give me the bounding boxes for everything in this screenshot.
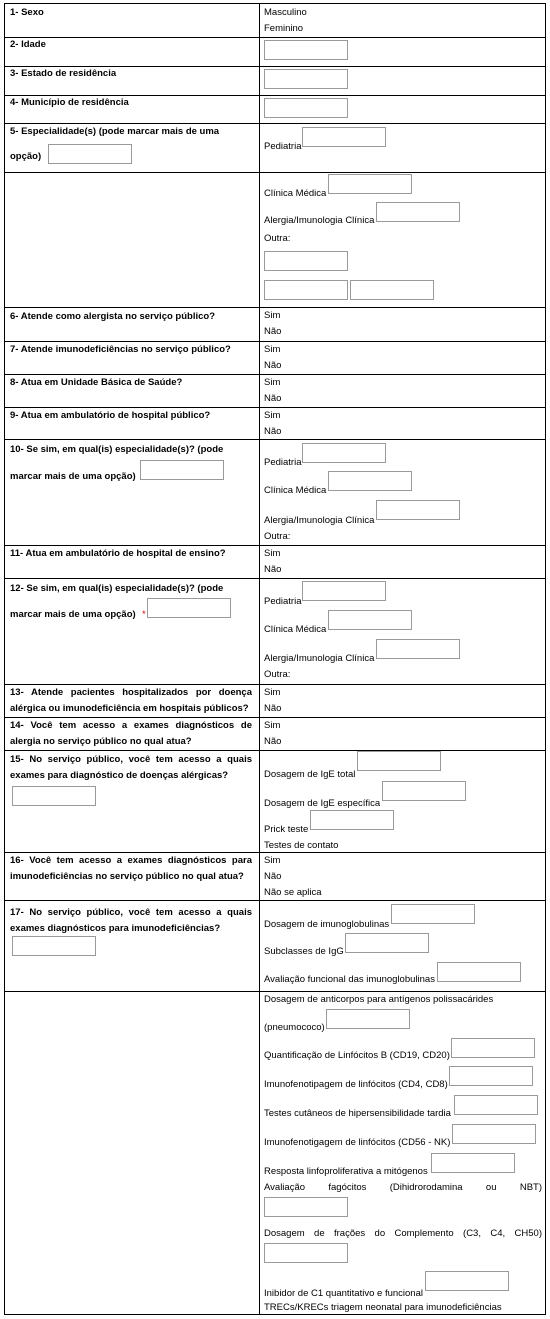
q8-option-nao[interactable]: Não (264, 393, 282, 404)
q8-option-sim[interactable]: Sim (264, 377, 281, 388)
q12-pediatria-input[interactable] (302, 581, 386, 601)
q12-option-outra[interactable]: Outra: (264, 669, 291, 680)
q5-clinica-input[interactable] (328, 174, 412, 194)
q5-extra-input-1[interactable] (264, 280, 348, 300)
q1-option-feminino[interactable]: Feminino (264, 23, 304, 34)
q2-label: 2- Idade (10, 39, 46, 50)
q10-alergia-input[interactable] (376, 500, 460, 520)
q16-label: 16- Você tem acesso a exames diagnósticos para imunodeficiências no serviço público no qual atua? (10, 855, 252, 882)
q6-label: 6- Atende como alergista no serviço público? (10, 311, 215, 322)
survey-table (4, 3, 546, 1315)
q17-option-trecs-krecs[interactable]: TRECs/KRECs triagem neonatal para imunodeficiências (264, 1302, 502, 1313)
q5-outra-input[interactable] (264, 251, 348, 271)
q15-ige-especifica-input[interactable] (382, 781, 466, 801)
q17-subclasses-input[interactable] (345, 933, 429, 953)
q17-option-fagocitos[interactable]: Avaliação fagócitos (Dihidrorodamina ou NBT) (264, 1182, 542, 1193)
q10-option-clinica-medica[interactable]: Clínica Médica (264, 485, 327, 496)
q5-label-line2: opção) (10, 151, 42, 162)
q17-option-avaliacao-funcional[interactable]: Avaliação funcional das imunoglobulinas (264, 974, 435, 985)
q11-option-nao[interactable]: Não (264, 564, 282, 575)
q17-testes-cutaneos-input[interactable] (454, 1095, 538, 1115)
q5-option-clinica-medica[interactable]: Clínica Médica (264, 188, 327, 199)
q5-option-pediatria[interactable]: Pediatria (264, 141, 302, 152)
q5-label-line1: 5- Especialidade(s) (pode marcar mais de uma (10, 126, 220, 137)
q15-option-ige-total[interactable]: Dosagem de IgE total (264, 769, 356, 780)
q10-specialty-input[interactable] (140, 460, 224, 480)
q5-option-alergia[interactable]: Alergia/Imunologia Clínica (264, 215, 375, 226)
q5-option-outra[interactable]: Outra: (264, 233, 291, 244)
q12-option-alergia[interactable]: Alergia/Imunologia Clínica (264, 653, 375, 664)
q12-alergia-input[interactable] (376, 639, 460, 659)
q17-cd4-cd8-input[interactable] (449, 1066, 533, 1086)
q16-option-sim[interactable]: Sim (264, 855, 281, 866)
q17-option-linfoproliferativa[interactable]: Resposta linfoproliferativa a mitógenos (264, 1166, 428, 1177)
q17-option-pneumococo: (pneumococo) (264, 1022, 325, 1033)
q3-label: 3- Estado de residência (10, 68, 117, 79)
q16-option-nao-se-aplica[interactable]: Não se aplica (264, 887, 322, 898)
q9-option-sim[interactable]: Sim (264, 410, 281, 421)
q10-label-line1: 10- Se sim, em qual(is) especialidade(s)? (pode (10, 444, 224, 455)
q11-label: 11- Atua em ambulatório de hospital de ensino? (10, 548, 226, 559)
q17-imunoglobulinas-input[interactable] (391, 904, 475, 924)
row-divider (5, 900, 545, 901)
q1-option-masculino[interactable]: Masculino (264, 7, 307, 18)
q15-option-prick[interactable]: Prick teste (264, 824, 309, 835)
q10-option-pediatria[interactable]: Pediatria (264, 457, 302, 468)
row-divider (5, 578, 545, 579)
column-divider (259, 4, 260, 1314)
q10-option-alergia[interactable]: Alergia/Imunologia Clínica (264, 515, 375, 526)
q12-option-pediatria[interactable]: Pediatria (264, 596, 302, 607)
q14-option-sim[interactable]: Sim (264, 720, 281, 731)
q17-input[interactable] (12, 936, 96, 956)
q17-inibidor-c1-input[interactable] (425, 1271, 509, 1291)
q5-specialty-input[interactable] (48, 144, 132, 164)
q12-option-clinica-medica[interactable]: Clínica Médica (264, 624, 327, 635)
q10-pediatria-input[interactable] (302, 443, 386, 463)
row-divider (5, 439, 545, 440)
q17-option-linfocitos-b[interactable]: Quantificação de Linfócitos B (CD19, CD20) (264, 1050, 450, 1061)
q14-option-nao[interactable]: Não (264, 736, 282, 747)
q5-extra-input-2[interactable] (350, 280, 434, 300)
q4-label: 4- Município de residência (10, 97, 129, 108)
state-input[interactable] (264, 69, 348, 89)
q17-fagocitos-input[interactable] (264, 1197, 348, 1217)
q17-option-complemento[interactable]: Dosagem de frações do Complemento (C3, C4, CH50) (264, 1228, 542, 1239)
q1-label: 1- Sexo (10, 7, 44, 18)
q12-specialty-input[interactable] (147, 598, 231, 618)
q10-option-outra[interactable]: Outra: (264, 531, 291, 542)
q12-label-line2: marcar mais de uma opção) (10, 609, 136, 620)
q17-option-testes-cutaneos[interactable]: Testes cutâneos de hipersensibilidade tardia (264, 1108, 451, 1119)
age-input[interactable] (264, 40, 348, 60)
required-mark: * (142, 609, 146, 620)
q7-option-nao[interactable]: Não (264, 360, 282, 371)
q9-label: 9- Atua em ambulatório de hospital público? (10, 410, 211, 421)
q17-label: 17- No serviço público, você tem acesso a quais exames diagnósticos para imunodeficiências? (10, 907, 252, 934)
q12-label-line1: 12- Se sim, em qual(is) especialidade(s)? (pode (10, 583, 224, 594)
q13-label: 13- Atende pacientes hospitalizados por doença alérgica ou imunodeficiência em hospitais públicos? (10, 687, 252, 714)
q15-option-ige-especifica[interactable]: Dosagem de IgE específica (264, 798, 381, 809)
q13-option-nao[interactable]: Não (264, 703, 282, 714)
q15-ige-total-input[interactable] (357, 751, 441, 771)
q17-complemento-input[interactable] (264, 1243, 348, 1263)
row-divider (5, 307, 545, 308)
q10-label-line2: marcar mais de uma opção) (10, 471, 136, 482)
q6-option-nao[interactable]: Não (264, 326, 282, 337)
q15-option-contato[interactable]: Testes de contato (264, 840, 339, 851)
q17-cd56-input[interactable] (452, 1124, 536, 1144)
q17-linfocitos-b-input[interactable] (451, 1038, 535, 1058)
q17-linfoproliferativa-input[interactable] (431, 1153, 515, 1173)
q15-prick-input[interactable] (310, 810, 394, 830)
q5-pediatria-input[interactable] (302, 127, 386, 147)
q17-option-cd56[interactable]: Imunofenotigagem de linfócitos (CD56 - NK) (264, 1137, 451, 1148)
q17-avaliacao-input[interactable] (437, 962, 521, 982)
q12-clinica-input[interactable] (328, 610, 412, 630)
q14-label: 14- Você tem acesso a exames diagnósticos de alergia no serviço público no qual atua? (10, 720, 252, 747)
q11-option-sim[interactable]: Sim (264, 548, 281, 559)
q10-clinica-input[interactable] (328, 471, 412, 491)
q17-option-cd4-cd8[interactable]: Imunofenotipagem de linfócitos (CD4, CD8) (264, 1079, 448, 1090)
q17-option-anticorpos[interactable]: Dosagem de anticorpos para antígenos polissacárides (264, 994, 494, 1005)
q7-option-sim[interactable]: Sim (264, 344, 281, 355)
q17-option-inibidor-c1[interactable]: Inibidor de C1 quantitativo e funcional (264, 1288, 423, 1299)
row-divider (5, 172, 545, 173)
q13-option-sim[interactable]: Sim (264, 687, 281, 698)
q5-alergia-input[interactable] (376, 202, 460, 222)
q9-option-nao[interactable]: Não (264, 426, 282, 437)
q17-option-subclasses-igg[interactable]: Subclasses de IgG (264, 946, 344, 957)
q7-label: 7- Atende imunodeficiências no serviço público? (10, 344, 231, 355)
q6-option-sim[interactable]: Sim (264, 310, 281, 321)
city-input[interactable] (264, 98, 348, 118)
q15-input[interactable] (12, 786, 96, 806)
q17-option-imunoglobulinas[interactable]: Dosagem de imunoglobulinas (264, 919, 390, 930)
q8-label: 8- Atua em Unidade Básica de Saúde? (10, 377, 183, 388)
q16-option-nao[interactable]: Não (264, 871, 282, 882)
row-divider (5, 750, 545, 751)
q17-anticorpos-input[interactable] (326, 1009, 410, 1029)
q15-label: 15- No serviço público, você tem acesso a quais exames para diagnóstico de doenças alérgicas? (10, 754, 252, 781)
